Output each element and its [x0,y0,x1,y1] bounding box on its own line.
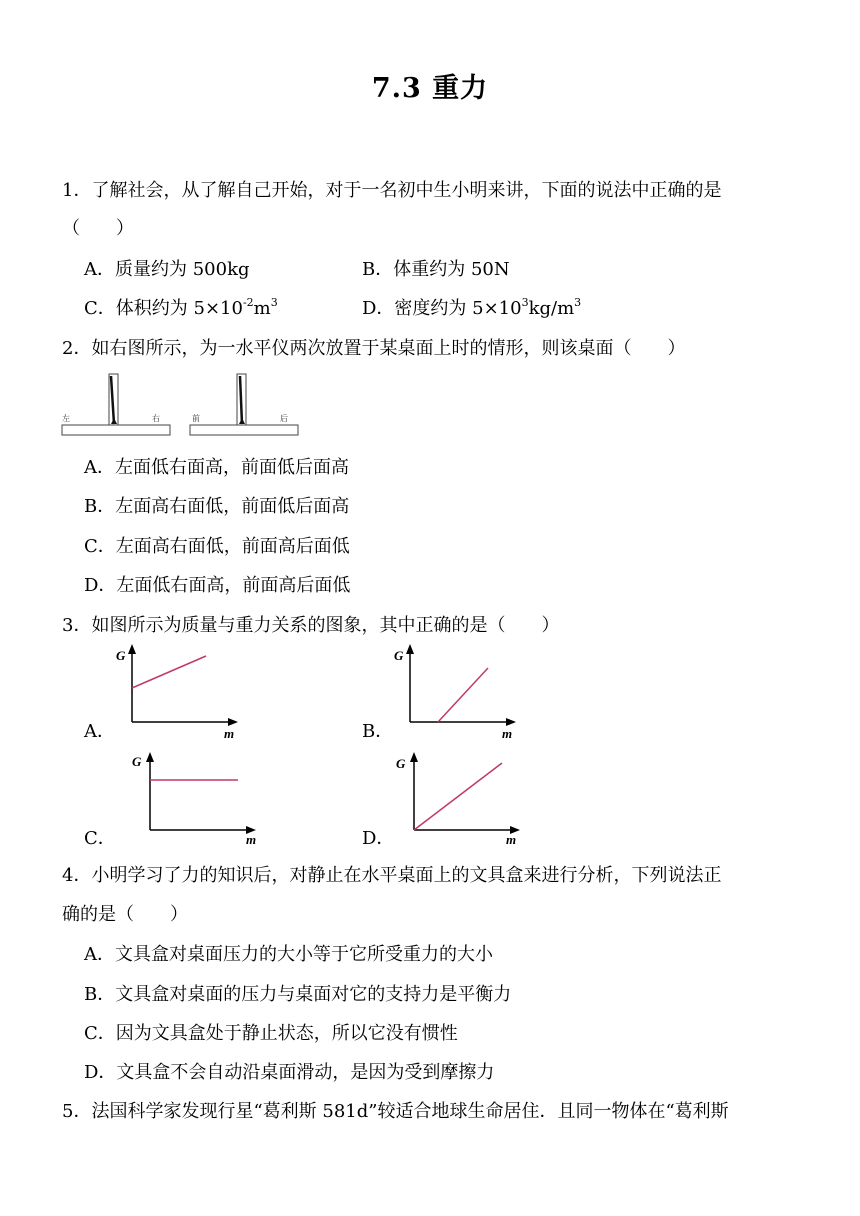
q1-option-c [84,297,278,321]
q1-option-c-exp: -2 [242,296,254,309]
q1-option-b: B．体重约为 50N [362,259,510,280]
q3-option-d: D． [362,828,395,849]
q2-level-figure-left [60,372,172,442]
q3-b-y-label: G [394,648,404,663]
q3-graph-d [394,750,530,846]
q3-d-x-label: m [506,832,517,846]
q1-stem: 1．了解社会，从了解自己开始，对于一名初中生小明来讲，下面的说法中正确的是 [62,180,722,201]
q4-option-a: A．文具盒对桌面压力的大小等于它所受重力的大小 [84,944,493,965]
q1-paren: （ ） [62,218,134,239]
q3-option-c: C． [84,828,116,849]
q2-left-label-r: 右 [152,414,160,423]
q4-option-c: C．因为文具盒处于静止状态，所以它没有惯性 [84,1023,458,1044]
q4-stem-line1: 4．小明学习了力的知识后，对静止在水平桌面上的文具盒来进行分析，下列说法正 [62,865,722,886]
q3-graph-b [390,644,526,740]
q2-option-c: C．左面高右面低，前面高后面低 [84,536,350,557]
q3-graph-a [112,644,248,740]
q4-option-d: D．文具盒不会自动沿桌面滑动，是因为受到摩擦力 [84,1062,495,1083]
q1-option-d [362,297,581,321]
q2-option-b: B．左面高右面低，前面低后面高 [84,496,350,517]
q3-a-y-label: G [116,648,126,663]
q3-stem: 3．如图所示为质量与重力关系的图象，其中正确的是（ ） [62,615,560,636]
q1-option-d-exp2: 3 [574,296,582,309]
q1-option-d-exp: 3 [521,296,529,309]
q2-right-label-r: 后 [280,414,288,423]
q3-option-a: A． [84,721,115,742]
q2-option-d: D．左面低右面高，前面高后面低 [84,575,351,596]
q2-option-a: A．左面低右面高，前面低后面高 [84,457,349,478]
q3-b-x-label: m [502,726,513,740]
q1-option-c-unit: m [253,298,271,319]
q1-option-c-exp2: 3 [270,296,278,309]
q4-option-b: B．文具盒对桌面的压力与桌面对它的支持力是平衡力 [84,984,512,1005]
q2-stem: 2．如右图所示，为一水平仪两次放置于某桌面上时的情形，则该桌面（ ） [62,338,686,359]
page-title: 7.3 重力 [371,73,489,104]
q2-left-label-l: 左 [62,414,70,423]
q3-a-x-label: m [224,726,235,740]
q3-c-y-label: G [132,754,142,769]
q2-right-label-l: 前 [192,414,200,423]
q3-d-y-label: G [396,756,406,771]
q2-level-figure-right [188,372,300,442]
q5-stem: 5．法国科学家发现行星“葛利斯 581d”较适合地球生命居住．且同一物体在“葛利斯 [62,1101,729,1122]
q3-graph-c [130,750,266,846]
q4-stem-line2: 确的是（ ） [62,904,188,925]
q1-option-d-unit: kg/m [528,298,575,319]
q3-option-b: B． [362,721,394,742]
q1-option-c-text: C．体积约为 5×10 [84,298,243,319]
q3-c-x-label: m [246,832,257,846]
q1-option-d-text: D．密度约为 5×10 [362,298,522,319]
q1-option-a: A．质量约为 500kg [84,259,250,280]
